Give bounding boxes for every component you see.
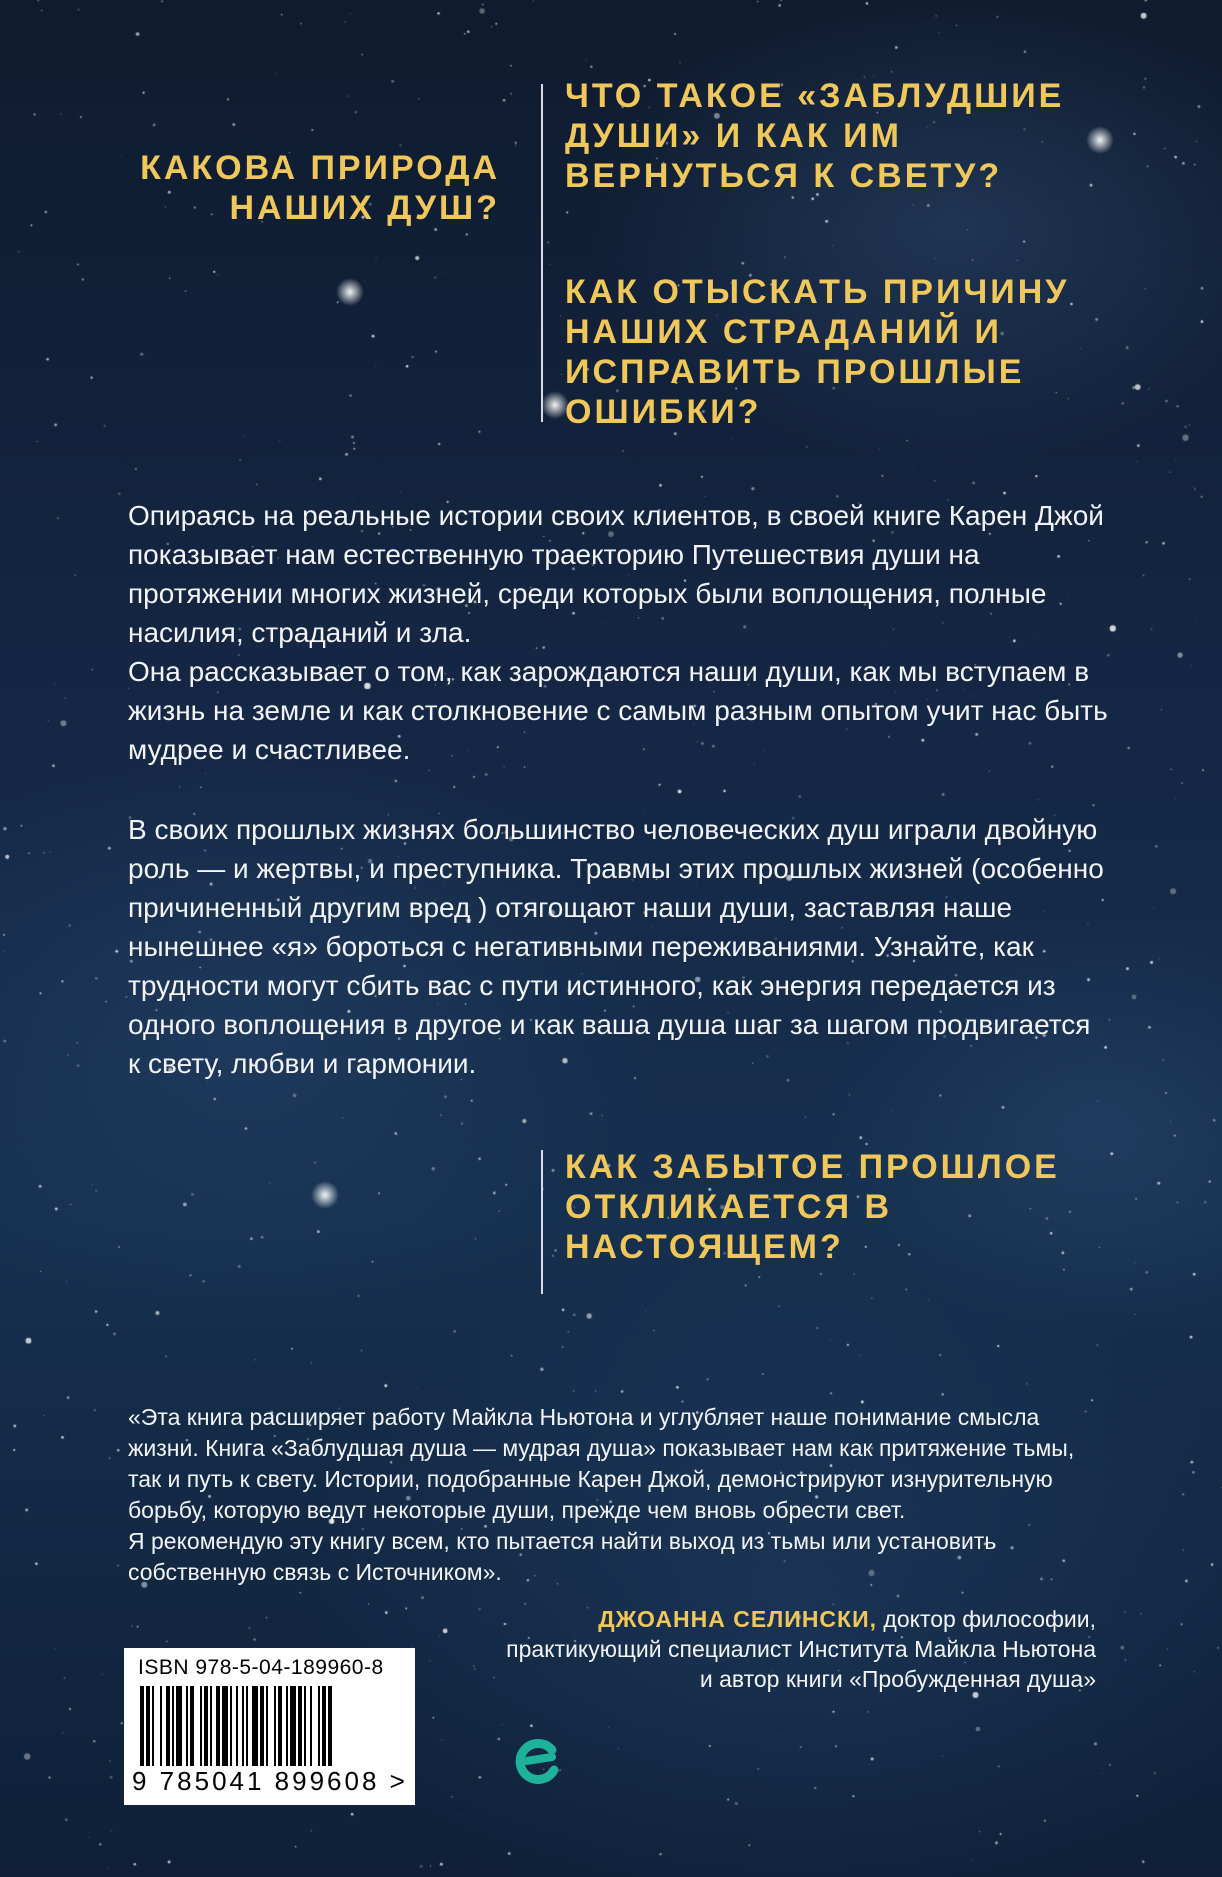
ean-digits: 9 785041 899608 >: [132, 1766, 408, 1796]
review-quote-text-b: Я рекомендую эту книгу всем, кто пытается найти выход из тьмы или установить собственную связь с Источником».: [128, 1528, 997, 1585]
barcode-bar-9: [200, 1686, 202, 1766]
barcode-bar-2: [152, 1686, 154, 1766]
barcode-bar-3: [160, 1686, 162, 1766]
barcode-bar-16: [242, 1686, 244, 1766]
review-quote-text-a: «Эта книга расширяет работу Майкла Ньютона и углубляет наше понимание смысла жизни. Книга «Заблудшая душа — мудрая душа» показывает нам как притяжение тьмы, так и путь к свету. Истории, подобранные Карен Джой, демонстрируют изнурительную борьбу, которую ведут некоторые души, прежде чем вновь обрести свет.: [128, 1404, 1075, 1523]
barcode-bar-19: [260, 1686, 264, 1766]
isbn-number: ISBN 978-5-04-189960-8: [138, 1656, 384, 1679]
barcode-bar-8: [190, 1686, 194, 1766]
barcode-bar-18: [252, 1686, 258, 1766]
review-author-title-3: и автор книги «Пробужденная душа»: [699, 1666, 1096, 1692]
description-text-1a: Опираясь на реальные истории своих клиентов, в своей книге Карен Джой показывает нам естественную траекторию Путешествия души на протяжении многих жизней, среди которых были воплощения, полные насилия, страданий и зла.: [128, 500, 1104, 648]
eksmo-logo-icon: [512, 1730, 562, 1792]
question-left: КАКОВА ПРИРОДА НАШИХ ДУШ?: [140, 149, 500, 227]
barcode-bar-26: [304, 1686, 306, 1766]
barcode-bar-11: [210, 1686, 212, 1766]
barcode-bar-23: [286, 1686, 288, 1766]
description-paragraph-1: [128, 496, 1108, 769]
review-author-name: ДЖОАННА СЕЛИНСКИ,: [598, 1606, 878, 1632]
barcode-bar-10: [204, 1686, 208, 1766]
barcode-bars: [140, 1686, 398, 1766]
divider-line-top: [541, 84, 543, 422]
barcode-bar-5: [172, 1686, 174, 1766]
barcode-bar-7: [186, 1686, 188, 1766]
question-right-1: ЧТО ТАКОЕ «ЗАБЛУДШИЕ ДУШИ» И КАК ИМ ВЕРНУТЬСЯ К СВЕТУ?: [565, 77, 1065, 195]
barcode-bar-4: [166, 1686, 170, 1766]
barcode-bar-0: [140, 1686, 144, 1766]
review-attribution: [336, 1604, 1096, 1694]
description-text-1b: Она рассказывает о том, как зарождаются наши души, как мы вступаем в жизнь на земле и как столкновение с самым разным опытом учит нас быть мудрее и счастливее.: [128, 656, 1108, 765]
barcode-bar-20: [266, 1686, 268, 1766]
barcode-bar-6: [176, 1686, 182, 1766]
question-right-3: КАК ЗАБЫТОЕ ПРОШЛОЕ ОТКЛИКАЕТСЯ В НАСТОЯЩЕМ?: [565, 1148, 1060, 1266]
review-quote: [128, 1402, 1088, 1588]
description-paragraph-2: [128, 810, 1108, 1083]
barcode-bar-28: [318, 1686, 320, 1766]
barcode-bar-17: [246, 1686, 248, 1766]
barcode-bar-15: [236, 1686, 238, 1766]
barcode-bar-29: [322, 1686, 326, 1766]
barcode-bar-21: [274, 1686, 276, 1766]
barcode-bar-12: [216, 1686, 220, 1766]
barcode-bar-22: [278, 1686, 282, 1766]
barcode-bar-14: [230, 1686, 232, 1766]
review-author-title-2: практикующий специалист Института Майкла Ньютона: [506, 1636, 1096, 1662]
barcode-bar-30: [328, 1686, 332, 1766]
barcode-bar-27: [310, 1686, 312, 1766]
barcode-bar-13: [222, 1686, 228, 1766]
question-right-2: КАК ОТЫСКАТЬ ПРИЧИНУ НАШИХ СТРАДАНИЙ И ИСПРАВИТЬ ПРОШЛЫЕ ОШИБКИ?: [565, 273, 1070, 431]
isbn-barcode: [124, 1648, 415, 1805]
barcode-bar-25: [298, 1686, 302, 1766]
barcode-bar-24: [290, 1686, 296, 1766]
review-author-title-1: доктор философии,: [883, 1606, 1096, 1632]
description-text-2: В своих прошлых жизнях большинство человеческих душ играли двойную роль — и жертвы, и преступника. Травмы этих прошлых жизней (особенно причиненный другим вред ) отягощают наши души, заставляя наше нынешнее «я» бороться с негативными переживаниями. Узнайте, как трудности могут сбить вас с пути истинного, как энергия передается из одного воплощения в другое и как ваша душа шаг за шагом продвигается к свету, любви и гармонии.: [128, 814, 1104, 1079]
divider-line-bottom: [541, 1150, 543, 1294]
barcode-bar-1: [146, 1686, 150, 1766]
